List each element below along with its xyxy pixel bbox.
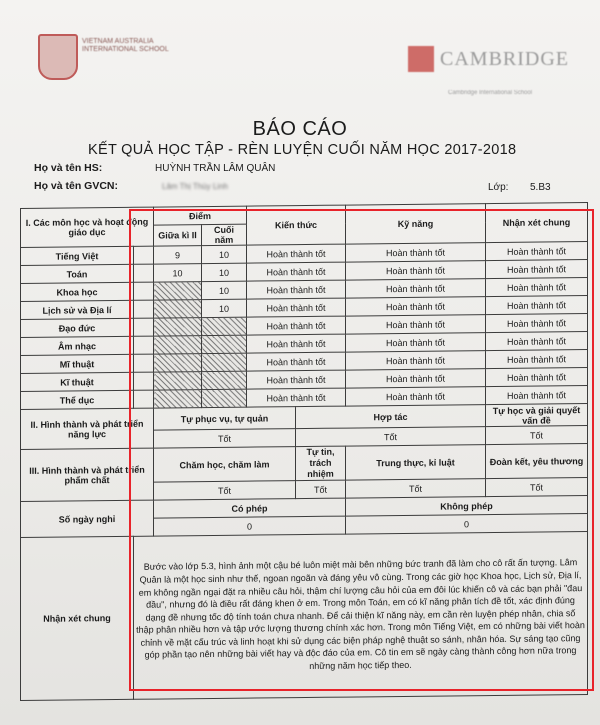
competence-item-value: Tốt [486,426,588,445]
comment-value: Hoàn thành tốt [486,296,588,315]
final-score: 10 [202,281,247,299]
student-name: HUỲNH TRẦN LÂM QUÂN [155,163,276,174]
highlight-box [129,209,594,691]
excused-header: Có phép [154,498,346,518]
competence-item-value: Tốt [296,427,486,447]
subject-name: Khoa học [21,282,134,301]
subject-name: Toán [21,264,134,283]
competence-section-label: II. Hình thành và phát triển năng lực [21,408,154,449]
comment-header: Nhận xét chung [486,203,588,243]
final-header: Cuối năm [202,224,247,245]
quality-item-value: Tốt [486,478,588,497]
subject-name: Tiếng Việt [21,246,134,265]
report-subtitle: KẾT QUẢ HỌC TẬP - RÈN LUYỆN CUỐI NĂM HỌC 2017-2018 [88,142,517,158]
cambridge-logo-subtext: Cambridge International School [448,90,533,96]
subject-name: Thể dục [21,390,134,409]
comment-value: Hoàn thành tốt [486,314,588,333]
subject-name: Mĩ thuật [21,354,134,373]
cambridge-logo [408,46,598,96]
competence-item-name: Tự học và giải quyết vấn đề [486,404,588,427]
teacher-name-blurred: Lâm Thị Thùy Linh [162,182,228,191]
competence-item-name: Hợp tác [296,405,486,429]
quality-item-value: Tốt [296,480,346,499]
final-score: 10 [202,263,247,281]
general-comment-text: Bước vào lớp 5.3, hình ảnh một cậu bé luôn miệt mài bên những bức tranh đã làm cho cô rất ấn tượng. Lâm Quân là một học sinh như thế, ngoan ngoãn và đáng yêu vô cùng. Trong các giờ học Khoa học, Lịch sử, Địa lí, em không ngần ngại đặt ra nhiều câu hỏi, thậm chí lượng câu hỏi của em đôi lúc khiến cô và các bạn phải "đau đầu", nhưng đó là điều rất đáng khen ở em. Trong môn Toán, em có kĩ năng phân tích đề tốt, xác định đúng dạng đề nhưng tốc độ tính toán chưa nhanh. Để cải thiện kĩ năng này, em cần rèn luyện phép nhân, chia số thập phân nhiều hơn và tập ước lượng thương chính xác hơn. Trong môn Tiếng Việt, em có những bài viết hoàn chỉnh về mặt cấu trúc và linh hoạt khi sử dụng các biện pháp nghệ thuật so sánh, nhân hóa. Sự sáng tạo cũng góp phần tạo nên những bài viết hay và độc đáo của em. Cô tin em sẽ ngày càng thành công hơn nữa trong những năm học tiếp theo. [134,532,588,700]
subject-name: Đạo đức [21,318,134,337]
midterm-header: Giữa kì II [154,225,202,247]
subject-name: Âm nhạc [21,336,134,355]
skill-value: Hoàn thành tốt [346,279,486,298]
subject-name: Lịch sử và Địa lí [21,300,134,319]
knowledge-value: Hoàn thành tốt [247,352,346,371]
comment-value: Hoàn thành tốt [486,332,588,351]
knowledge-value: Hoàn thành tốt [247,388,346,407]
school-name-logo-text: VIETNAM AUSTRALIA INTERNATIONAL SCHOOL [82,38,169,53]
skill-value: Hoàn thành tốt [346,261,486,280]
quality-item-name: Tự tin, trách nhiệm [296,446,346,481]
quality-item-name: Trung thực, kỉ luật [346,445,486,480]
comment-value: Hoàn thành tốt [486,242,588,261]
skill-header: Kỹ năng [346,204,486,244]
comment-value: Hoàn thành tốt [486,260,588,279]
student-name-label: Họ và tên HS: [34,162,103,174]
skill-value: Hoàn thành tốt [346,243,486,262]
quality-item-value: Tốt [346,479,486,498]
knowledge-value: Hoàn thành tốt [247,298,346,317]
subjects-section-label: I. Các môn học và hoạt động giáo dục [21,207,154,247]
score-header: Điểm [154,206,247,225]
final-score: 10 [202,245,247,263]
excused-value: 0 [154,516,346,536]
general-comment-label: Nhận xét chung [21,536,134,700]
comment-value: Hoàn thành tốt [486,386,588,405]
quality-section-label: III. Hình thành và phát triển phẩm chất [21,448,154,501]
knowledge-value: Hoàn thành tốt [247,316,346,335]
quality-item-value: Tốt [154,481,296,500]
knowledge-header: Kiến thức [247,205,346,245]
skill-value: Hoàn thành tốt [346,369,486,388]
competence-item-name: Tự phục vụ, tự quản [154,407,296,430]
knowledge-value: Hoàn thành tốt [247,244,346,263]
comment-value: Hoàn thành tốt [486,350,588,369]
teacher-name-label: Họ và tên GVCN: [34,180,119,192]
skill-value: Hoàn thành tốt [346,315,486,334]
knowledge-value: Hoàn thành tốt [247,370,346,389]
cambridge-shield-icon [408,46,434,72]
skill-value: Hoàn thành tốt [346,333,486,352]
cambridge-logo-text: CAMBRIDGE [440,48,570,70]
final-score: 10 [202,299,247,317]
quality-item-name: Đoàn kết, yêu thương [486,444,588,479]
unexcused-header: Không phép [346,496,588,517]
absence-section-label: Số ngày nghỉ [21,500,154,537]
unexcused-value: 0 [346,514,588,535]
comment-value: Hoàn thành tốt [486,278,588,297]
skill-value: Hoàn thành tốt [346,387,486,406]
comment-value: Hoàn thành tốt [486,368,588,387]
skill-value: Hoàn thành tốt [346,297,486,316]
class-label: Lớp: [488,182,509,193]
knowledge-value: Hoàn thành tốt [247,334,346,353]
competence-item-value: Tốt [154,429,296,448]
knowledge-value: Hoàn thành tốt [247,280,346,299]
midterm-score: 9 [154,246,202,265]
subject-name: Kĩ thuật [21,372,134,391]
report-title: BÁO CÁO [252,118,348,140]
class-value: 5.B3 [530,182,551,193]
school-crest-logo [38,34,78,80]
quality-item-name: Chăm học, chăm làm [154,447,296,482]
midterm-score: 10 [154,264,202,283]
skill-value: Hoàn thành tốt [346,351,486,370]
knowledge-value: Hoàn thành tốt [247,262,346,281]
